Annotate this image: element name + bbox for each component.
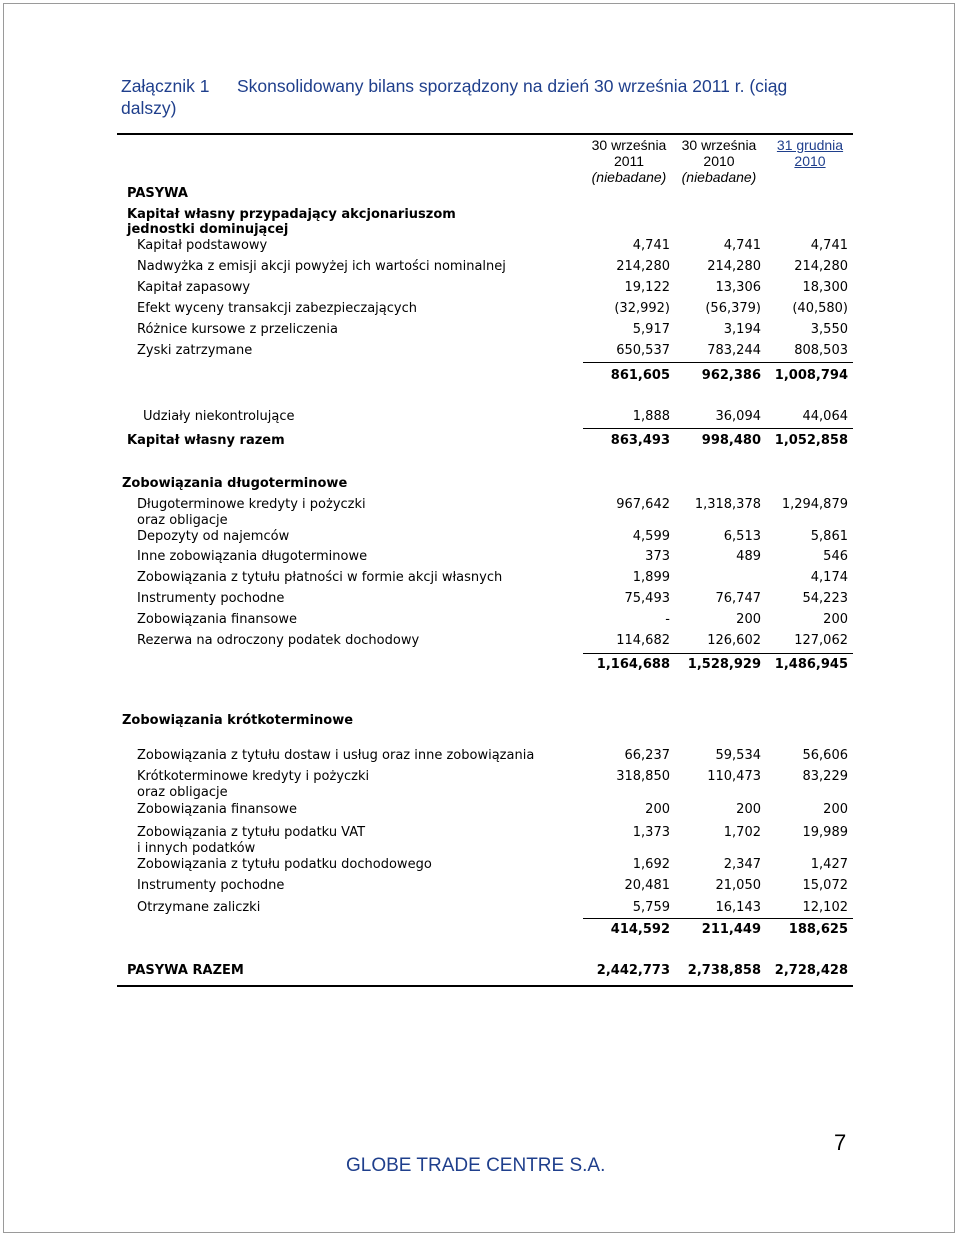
current-total-value: 414,592 (610, 922, 670, 937)
row-value: 59,534 (715, 748, 761, 763)
row-value: 4,741 (810, 238, 848, 253)
row-value: 5,861 (810, 529, 848, 544)
row-value: 66,237 (624, 748, 670, 763)
row-value: 1,427 (810, 857, 848, 872)
noncurrent-total-value: 1,528,929 (687, 657, 761, 672)
row-value: (32,992) (614, 301, 670, 316)
row-label: Inne zobowiązania długoterminowe (137, 549, 368, 564)
equity-header-line2: jednostki dominującej (127, 222, 289, 237)
subtotal-rule (583, 653, 853, 654)
page-number: 7 (834, 1130, 847, 1155)
row-value: 110,473 (707, 769, 761, 784)
grand-total-value: 2,442,773 (596, 963, 670, 978)
row-value: 200 (736, 802, 761, 817)
row-value: 19,989 (802, 825, 848, 840)
noncurrent-header: Zobowiązania długoterminowe (122, 476, 348, 491)
row-value: 1,318,378 (694, 497, 761, 512)
minority-value: 36,094 (715, 409, 761, 424)
row-label: Kapitał podstawowy (137, 238, 268, 253)
grand-total-label: PASYWA RAZEM (127, 963, 244, 978)
equity-total-label: Kapitał własny razem (127, 433, 285, 448)
noncurrent-total-value: 1,164,688 (596, 657, 670, 672)
row-label: Krótkoterminowe kredyty i pożyczki (137, 769, 370, 784)
row-label: Rezerwa na odroczony podatek dochodowy (137, 633, 420, 648)
row-value: - (665, 612, 670, 627)
footer-company: GLOBE TRADE CENTRE S.A. (346, 1155, 606, 1176)
row-value: 1,294,879 (781, 497, 848, 512)
title-continuation: dalszy) (121, 98, 177, 118)
row-value: 5,917 (632, 322, 670, 337)
current-total-value: 188,625 (788, 922, 848, 937)
equity-header: Kapitał własny przypadający akcjonariuszom (127, 207, 456, 222)
current-total-value: 211,449 (701, 922, 761, 937)
row-value: 200 (645, 802, 670, 817)
row-value: 1,373 (632, 825, 670, 840)
row-label: Zobowiązania finansowe (137, 612, 298, 627)
row-value: 126,602 (707, 633, 761, 648)
row-value: 783,244 (707, 343, 761, 358)
minority-label: Udziały niekontrolujące (143, 409, 295, 424)
row-label: Zobowiązania z tytułu dostaw i usług oraz inne zobowiązania (137, 748, 535, 763)
section-pasywa: PASYWA (127, 186, 188, 201)
row-value: 20,481 (624, 878, 670, 893)
row-value: 4,741 (632, 238, 670, 253)
column-header-2: 30 września 2010 (niebadane) (681, 137, 757, 185)
row-value: 546 (823, 549, 848, 564)
equity-total-value: 1,052,858 (774, 433, 848, 448)
grand-total-value: 2,728,428 (774, 963, 848, 978)
row-value: 19,122 (624, 280, 670, 295)
row-value: 6,513 (723, 529, 761, 544)
row-value: 16,143 (715, 900, 761, 915)
row-value: 2,347 (723, 857, 761, 872)
row-value: 214,280 (794, 259, 848, 274)
row-value: 3,550 (810, 322, 848, 337)
row-label: Depozyty od najemców (137, 529, 290, 544)
bottom-rule (117, 985, 853, 987)
equity-subtotal-value: 861,605 (610, 368, 670, 383)
title-text: Skonsolidowany bilans sporządzony na dzień 30 września 2011 r. (ciąg (237, 76, 788, 96)
row-value: 373 (645, 549, 670, 564)
row-value: 200 (736, 612, 761, 627)
row-label: Otrzymane zaliczki (137, 900, 261, 915)
row-label: Kapitał zapasowy (137, 280, 251, 295)
row-value: 21,050 (715, 878, 761, 893)
grand-total-value: 2,738,858 (687, 963, 761, 978)
row-label: Różnice kursowe z przeliczenia (137, 322, 338, 337)
row-label: Długoterminowe kredyty i pożyczki (137, 497, 366, 512)
total-rule (583, 428, 853, 429)
row-value: 200 (823, 612, 848, 627)
row-value: 214,280 (616, 259, 670, 274)
row-value: 967,642 (616, 497, 670, 512)
column-header-3: 31 grudnia 2010 (776, 137, 844, 169)
row-value: 489 (736, 549, 761, 564)
row-value: 13,306 (715, 280, 761, 295)
row-value: 56,606 (802, 748, 848, 763)
current-header: Zobowiązania krótkoterminowe (122, 713, 354, 728)
row-label: Instrumenty pochodne (137, 878, 285, 893)
row-label: Nadwyżka z emisji akcji powyżej ich wartości nominalnej (137, 259, 506, 274)
subtotal-rule (583, 918, 853, 919)
row-label-continued: i innych podatków (137, 841, 256, 856)
row-label: Zobowiązania z tytułu podatku dochodowego (137, 857, 432, 872)
noncurrent-total-value: 1,486,945 (774, 657, 848, 672)
column-header-1: 30 września 2011 (niebadane) (591, 137, 667, 185)
minority-value: 44,064 (802, 409, 848, 424)
row-value: 127,062 (794, 633, 848, 648)
row-label-continued: oraz obligacje (137, 513, 228, 528)
row-value: 5,759 (632, 900, 670, 915)
row-label: Zobowiązania finansowe (137, 802, 298, 817)
row-label: Zobowiązania z tytułu podatku VAT (137, 825, 366, 840)
row-label: Efekt wyceny transakcji zabezpieczających (137, 301, 417, 316)
equity-total-value: 998,480 (701, 433, 761, 448)
subtotal-rule (583, 362, 853, 363)
top-rule (117, 133, 853, 135)
row-value: 114,682 (616, 633, 670, 648)
minority-value: 1,888 (632, 409, 670, 424)
row-value: (40,580) (792, 301, 848, 316)
row-value: 12,102 (802, 900, 848, 915)
row-label: Zyski zatrzymane (137, 343, 253, 358)
row-value: 214,280 (707, 259, 761, 274)
row-value: 1,702 (723, 825, 761, 840)
row-value: 318,850 (616, 769, 670, 784)
row-value: 4,599 (632, 529, 670, 544)
row-value: 54,223 (802, 591, 848, 606)
row-label-continued: oraz obligacje (137, 785, 228, 800)
equity-subtotal-value: 962,386 (701, 368, 761, 383)
row-label: Instrumenty pochodne (137, 591, 285, 606)
row-value: 18,300 (802, 280, 848, 295)
equity-subtotal-value: 1,008,794 (774, 368, 848, 383)
row-value: 1,899 (632, 570, 670, 585)
row-value: 76,747 (715, 591, 761, 606)
equity-total-value: 863,493 (610, 433, 670, 448)
row-label: Zobowiązania z tytułu płatności w formie akcji własnych (137, 570, 503, 585)
row-value: 4,741 (723, 238, 761, 253)
row-value: (56,379) (705, 301, 761, 316)
row-value: 200 (823, 802, 848, 817)
row-value: 3,194 (723, 322, 761, 337)
row-value: 75,493 (624, 591, 670, 606)
title-prefix: Załącznik 1 (121, 76, 210, 96)
row-value: 650,537 (616, 343, 670, 358)
row-value: 808,503 (794, 343, 848, 358)
row-value: 83,229 (802, 769, 848, 784)
row-value: 15,072 (802, 878, 848, 893)
row-value: 4,174 (810, 570, 848, 585)
row-value: 1,692 (632, 857, 670, 872)
